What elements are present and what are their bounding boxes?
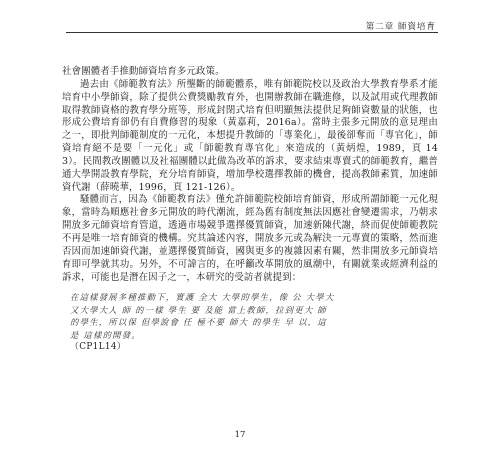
paragraph-history: 過去由《師範教育法》所壟斷的師範體系，唯有師範院校以及政治大學教育學系才能培育中小學師資，除了提供公費獎勵教育外，也開辦教師在職進修，以及試用或代理教師取得教師資格的教育學分班等，形成封閉式培育但明顯無法提供足夠師資數量的狀態，也形成公費培育卻仍有自費修習的現象（黃嘉莉，2016a）。當時主張多元開放的意見理由之一，即批判師範制度的一元化，本想提升教師的「專業化」，最後卻奪而「專官化」，師資培育絕不是要「一元化」或「師範教育專官化」來造成的（黃炳煌，1989，頁 143）。民間教改團體以及社福團體以此做為改革的訴求，要求結束專賣式的師範教育，繼普通大學開設教育學院，充分培育師資，增加學校選擇教師的機會，提高教師素質，加速師資代謝（薛曉華，1996，頁 121-126）。: [62, 78, 438, 193]
running-head: 第二章 師資培育: [365, 22, 436, 32]
paragraph-summary: 騷體而言，因為《師範教育法》僅允許師範院校師培育師資，形成所謂師範一元化現象，當時為順應社會多元開放的時代潮流，經為舊有制度無法因應社會變遷需求，乃朝求開放多元師資培育管道，透過市場競爭選擇優質師資，加速新陳代謝，終而促使師範教院不再是唯一培育師資的機構。究其論述內容，開放多元或為解決一元專賣的策略，然而進否因而加速師資代謝，並選擇優質師資，國與更多的複雜因素有關，然非開放多元師資培育即可學就其功。另外，不可諱言的，在呼籲改革開放的風潮中，有關就業或經濟利益的訴求，可能也是潛在因子之一，本研究的受訪者就提到：: [62, 194, 438, 283]
page-number: 17: [234, 430, 246, 440]
header-rule: [66, 32, 438, 33]
body-text: [62, 66, 438, 354]
quote-text: 在這樣發展多種推動下，實護 全大 大學的學生，像 公 大學大 又大學大人 師 的一樣 學生 要 及能 當上教師，拉到更大 師 的學生，所以保 但學說會 任 極不要 師大 的學生 早 以，這 是 這樣的開發。: [70, 292, 335, 340]
paragraph-continued: 社會團體者手推動師資培育多元政策。: [62, 66, 225, 77]
interview-quote: [62, 291, 340, 354]
quote-code: （CP1L14）: [70, 342, 127, 353]
